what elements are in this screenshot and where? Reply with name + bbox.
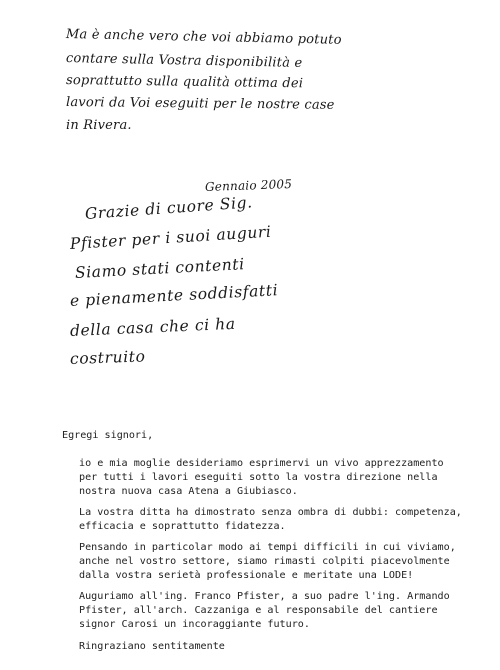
letter-closing: Ringraziano sentitamente [79,641,225,652]
letter-line: anche nel vostro settore, siamo rimasti colpiti piacevolmente [79,556,450,567]
letter-line: signor Carosi un incoraggiante futuro. [79,619,310,630]
handwritten-line: Grazie di cuore Sig. [84,193,254,223]
handwritten-line: contare sulla Vostra disponibilità e [65,51,303,71]
handwritten-line: soprattutto sulla qualità ottima dei [65,73,304,92]
letter-line: io e mia moglie desideriamo esprimervi un vivo apprezzamento [79,458,444,469]
handwritten-line: costruito [69,347,146,368]
handwritten-line: e pienamente soddisfatti [69,281,279,310]
letter-line: nostra nuova casa Atena a Giubiasco. [79,486,298,497]
handwritten-line: della casa che ci ha [69,314,237,340]
handwritten-line: lavori da Voi eseguiti per le nostre case [65,95,335,113]
handwritten-line: Ma è anche vero che voi abbiamo potuto [65,27,342,48]
handwritten-date: Gennaio 2005 [204,176,293,194]
letter-line: per tutti i lavori eseguiti sotto la vostra direzione nella [79,472,438,483]
handwritten-line: in Rivera. [66,118,132,133]
handwritten-line: Siamo stati contenti [74,255,246,282]
letter-line: La vostra ditta ha dimostrato senza ombra di dubbi: competenza, [79,507,462,518]
letter-line: Auguriamo all'ing. Franco Pfister, a suo padre l'ing. Armando [79,591,450,602]
letter-line: efficacia e soprattutto fidatezza. [79,521,286,532]
handwritten-line: Pfister per i suoi auguri [69,222,272,253]
letter-line: Pfister, all'arch. Cazzaniga e al responsabile del cantiere [79,605,438,616]
letter-line: Pensando in particolar modo ai tempi difficili in cui viviamo, [79,542,456,553]
letter-line: dalla vostra serietà professionale e meritate una LODE! [79,570,414,581]
letter-salutation: Egregi signori, [62,430,154,441]
